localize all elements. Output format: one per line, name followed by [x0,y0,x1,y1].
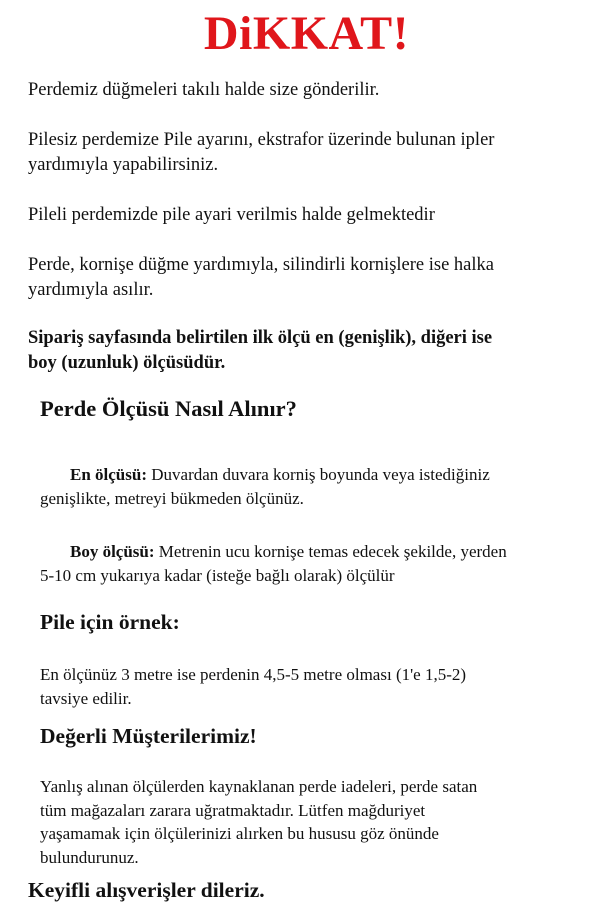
paragraph-line: En ölçünüz 3 metre ise perdenin 4,5-5 metre olması (1'e 1,5-2) [40,665,467,684]
paragraph-line: Perde, kornişe düğme yardımıyla, silindirli kornişlere ise halka [28,255,494,275]
paragraph-line: boy (uzunluk) ölçüsüdür. [28,352,226,373]
pile-example-paragraph [40,663,466,710]
paragraph-line: tavsiye edilir. [40,688,132,708]
paragraph-line: Sipariş sayfasında belirtilen ilk ölçü en (genişlik), diğeri ise [28,328,493,348]
paragraph-line: yardımıyla asılır. [28,279,154,300]
paragraph-line: yardımıyla yapabilirsiniz. [28,154,219,175]
paragraph-line: tüm mağazaları zarara uğratmaktadır. Lütfen mağduriyet [40,800,426,820]
customers-paragraph [40,775,477,869]
page-title: DiKKAT! [203,7,410,60]
measure-heading: Perde Ölçüsü Nasıl Alınır? [40,396,297,421]
paragraph-pleated [28,203,435,228]
paragraph-pleat-adjust [28,128,494,177]
closing-message: Keyifli alışverişler dileriz. [28,878,265,902]
paragraph-line: Pileli perdemizde pile ayari verilmis halde gelmektedir [28,205,435,225]
paragraph-line: Perdemiz düğmeleri takılı halde size gönderilir. [28,80,380,100]
paragraph-order-measure [28,326,492,375]
paragraph-line: genişlikte, metreyi bükmeden ölçünüz. [40,488,304,508]
height-label: Boy ölçüsü: [70,542,155,561]
paragraph-line: Pilesiz perdemize Pile ayarını, ekstrafor üzerinde bulunan ipler [28,130,495,150]
paragraph-line: Yanlış alınan ölçülerden kaynaklanan perde iadeleri, perde satan [40,777,478,796]
paragraph-line: Duvardan duvara korniş boyunda veya istediğiniz [147,465,490,484]
paragraph-line: Metrenin ucu kornişe temas edecek şekilde, yerden [154,542,507,561]
width-label: En ölçüsü: [70,465,147,484]
paragraph-line: 5-10 cm yukarıya kadar (isteğe bağlı olarak) ölçülür [40,565,395,585]
height-measure-paragraph [40,540,507,587]
paragraph-hanging [28,253,494,302]
pile-heading: Pile için örnek: [40,610,180,634]
customers-heading: Değerli Müşterilerimiz! [40,724,257,748]
paragraph-buttons-attached [28,78,379,103]
paragraph-line: yaşamamak için ölçülerinizi alırken bu hususu göz önünde [40,824,439,843]
paragraph-line: bulundurunuz. [40,847,139,867]
width-measure-paragraph [40,463,490,510]
